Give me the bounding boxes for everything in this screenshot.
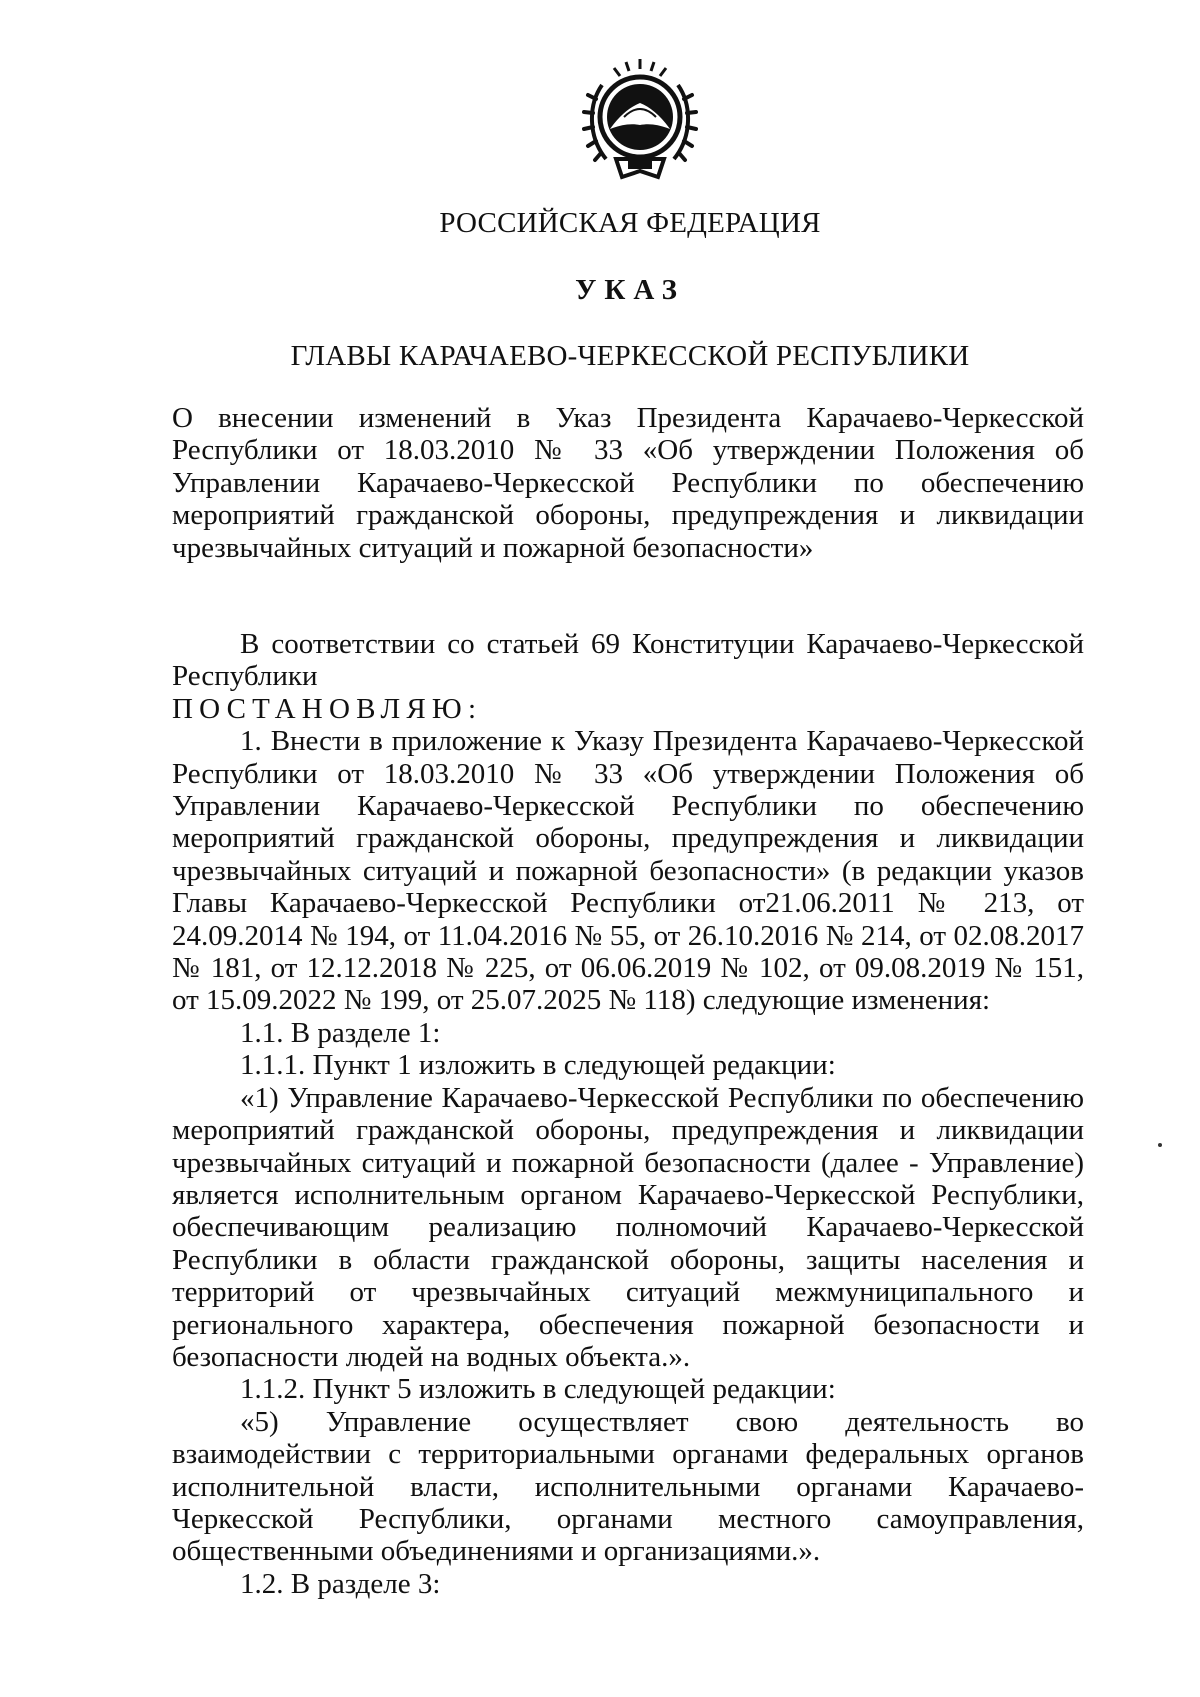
document-body <box>172 628 1084 1600</box>
title-text: О внесении изменений в Указ Президента Карачаево-Черкесской Республики от 18.03.2010 № 33 «Об утверждении Положения об Управлении Карачаево-Черкесской Республики по обеспечению мероприятий гражданской обороны, предупреждения и ликвидации чрезвычайных ситуаций и пожарной безопасности» <box>172 402 1084 564</box>
quote-5-paragraph: «5) Управление осуществляет свою деятельность во взаимодействии с территориальными органами федеральных органов исполнительной власти, исполнительными органами Карачаево-Черкесской Республики, органами местного самоуправления, общественными объединениями и организациями.». <box>172 1405 1084 1568</box>
issuer-heading: ГЛАВЫ КАРАЧАЕВО-ЧЕРКЕССКОЙ РЕСПУБЛИКИ <box>290 340 970 372</box>
document-type-heading: УКАЗ <box>575 274 685 306</box>
country-heading: РОССИЙСКАЯ ФЕДЕРАЦИЯ <box>439 207 821 239</box>
item-1-1-2-paragraph: 1.1.2. Пункт 5 изложить в следующей редакции: <box>240 1373 836 1406</box>
item-1-1-1-paragraph: 1.1.1. Пункт 1 изложить в следующей редакции: <box>240 1049 836 1082</box>
preamble-paragraph: В соответствии со статьей 69 Конституции Карачаево-Черкесской Республики <box>172 628 1084 693</box>
item-1-1-paragraph: 1.1. В разделе 1: <box>240 1016 441 1049</box>
coat-of-arms-icon <box>580 55 700 187</box>
quote-1-paragraph: «1) Управление Карачаево-Черкесской Республики по обеспечению мероприятий гражданской обороны, предупреждения и ликвидации чрезвычайных ситуаций и пожарной безопасности (далее - Управление) является исполнительным органом Карачаево-Черкесской Республики, обеспечивающим реализацию полномочий Карачаево-Черкесской Республики в области гражданской обороны, защиты населения и территорий от чрезвычайных ситуаций межмуниципального и регионального характера, обеспечения пожарной безопасности и безопасности людей на водных объекта.». <box>172 1081 1084 1373</box>
item-1-paragraph: 1. Внести в приложение к Указу Президента Карачаево-Черкесской Республики от 18.03.2010 № 33 «Об утверждении Положения об Управлении Карачаево-Черкесской Республики по обеспечению мероприятий гражданской обороны, предупреждения и ликвидации чрезвычайных ситуаций и пожарной безопасности» (в редакции указов Главы Карачаево-Черкесской Республики от21.06.2011 № 213, от 24.09.2014 № 194, от 11.04.2016 № 55, от 26.10.2016 № 214, от 02.08.2017 № 181, от 12.12.2018 № 225, от 06.06.2019 № 102, от 09.08.2019 № 151, от 15.09.2022 № 199, от 25.07.2025 № 118) следующие изменения: <box>172 725 1084 1017</box>
scan-speck <box>1158 1143 1162 1147</box>
document-title <box>172 402 1084 564</box>
decree-word: ПОСТАНОВЛЯЮ: <box>172 692 483 725</box>
item-1-2-paragraph: 1.2. В разделе 3: <box>240 1567 441 1600</box>
